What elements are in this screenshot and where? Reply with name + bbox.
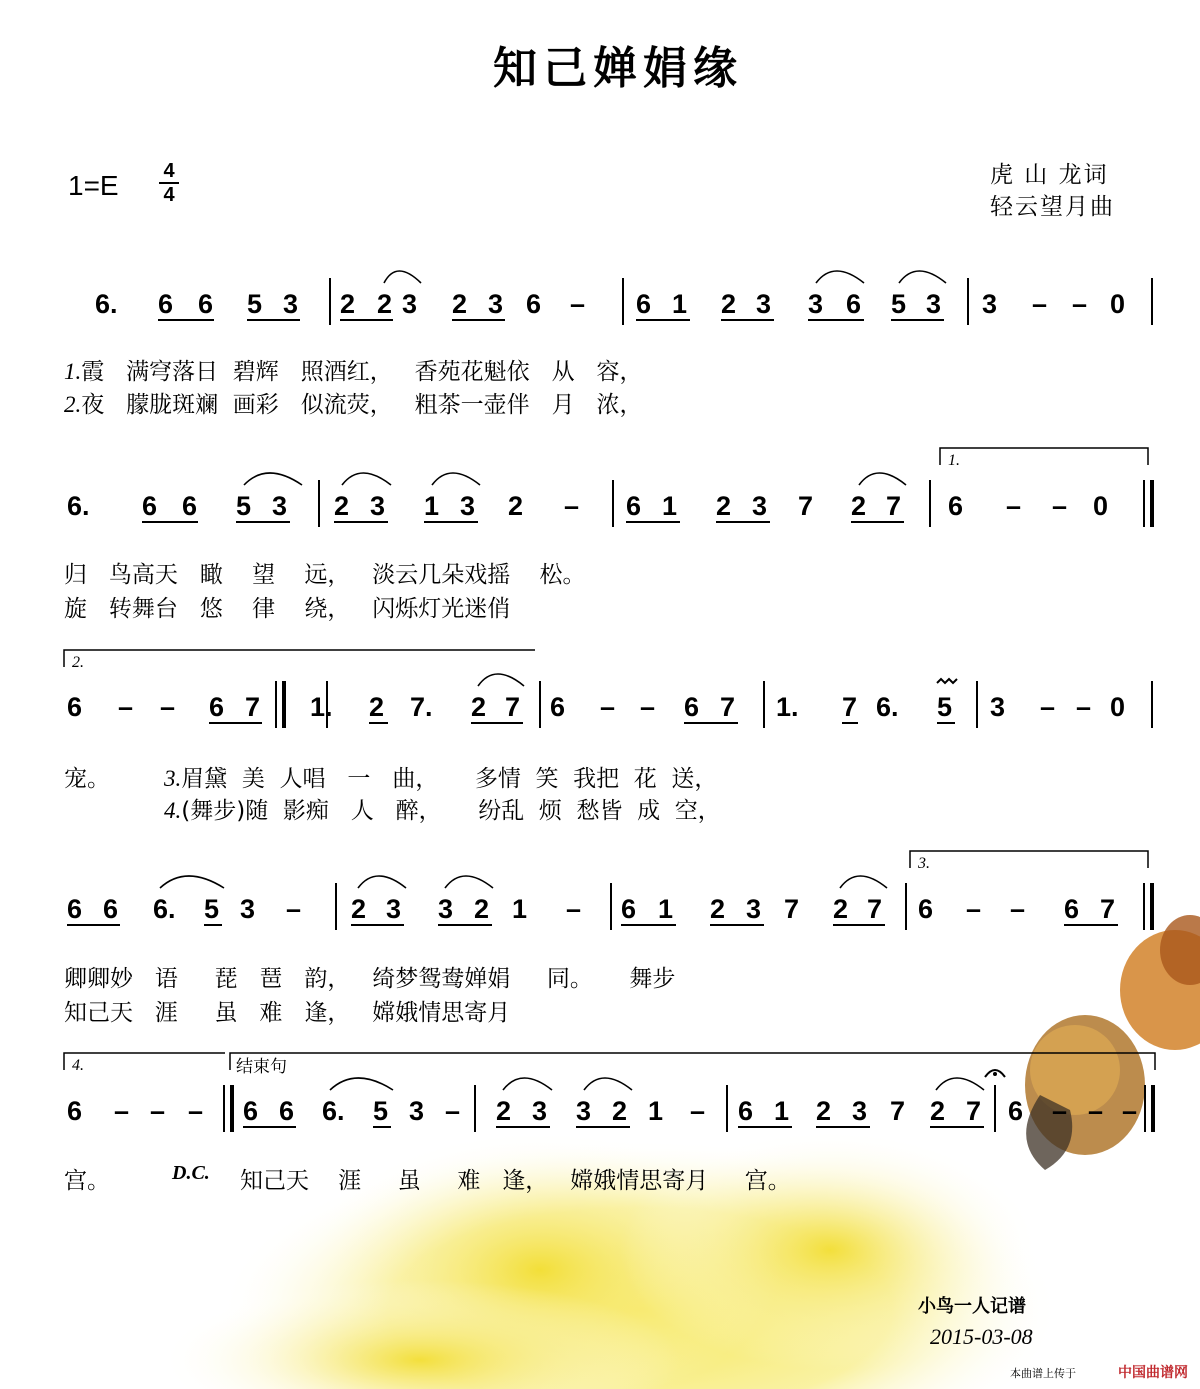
lyric-verse3-row3: 3.眉黛 美 人唱 一 曲， 多情 笑 我把 花 送， xyxy=(164,766,718,792)
footer-site-logo: 中国曲谱网 xyxy=(1118,1365,1188,1381)
jianpu-note: 3 xyxy=(272,491,288,521)
jianpu-note: 7 xyxy=(890,1096,906,1126)
coda-label: 结束句 xyxy=(236,1057,287,1077)
volta-4-label: 4. xyxy=(72,1057,84,1074)
footer-uploaded-text: 本曲谱上传于 xyxy=(1010,1367,1076,1380)
slur xyxy=(358,876,406,888)
jianpu-note: – xyxy=(160,692,176,722)
jianpu-note: 7 xyxy=(798,491,814,521)
jianpu-note: – xyxy=(114,1096,130,1126)
jianpu-note: 2 xyxy=(452,289,468,319)
jianpu-note: – xyxy=(1010,894,1026,924)
lyric-verse3-row4: 卿卿妙 语 琵 琶 韵， 绮梦鸳鸯婵娟 同。 舞步 xyxy=(64,966,676,992)
jianpu-note: 6 xyxy=(198,289,214,319)
jianpu-note: 6 xyxy=(67,692,83,722)
jianpu-note: 2 xyxy=(351,894,367,924)
jianpu-note: 7 xyxy=(886,491,902,521)
jianpu-note: 5 xyxy=(247,289,263,319)
jianpu-note: 2 xyxy=(721,289,737,319)
jianpu-note: 7. xyxy=(410,692,433,722)
jianpu-note: – xyxy=(445,1096,461,1126)
volta-3-label: 3. xyxy=(918,855,930,872)
jianpu-note: – xyxy=(640,692,656,722)
jianpu-note: 3 xyxy=(370,491,386,521)
jianpu-note: 6. xyxy=(67,491,90,521)
key-signature: 1=E xyxy=(68,170,119,201)
jianpu-note: 3 xyxy=(756,289,772,319)
jianpu-note: 3 xyxy=(240,894,256,924)
jianpu-note: 6 xyxy=(636,289,652,319)
jianpu-note: 6 xyxy=(626,491,642,521)
jianpu-note: – xyxy=(570,289,586,319)
jianpu-note: – xyxy=(188,1096,204,1126)
jianpu-note: 1. xyxy=(776,692,799,722)
jianpu-note: – xyxy=(1006,491,1022,521)
slur xyxy=(330,1078,393,1090)
jianpu-note: 5 xyxy=(204,894,220,924)
jianpu-note: 7 xyxy=(842,692,858,722)
jianpu-note: 3 xyxy=(808,289,824,319)
jianpu-note: 0 xyxy=(1093,491,1109,521)
jianpu-note: – xyxy=(566,894,582,924)
slur xyxy=(160,876,224,888)
jianpu-note: 6 xyxy=(158,289,174,319)
slur xyxy=(244,473,302,485)
slur xyxy=(478,674,524,686)
jianpu-note: – xyxy=(118,692,134,722)
jianpu-note: 6 xyxy=(67,894,83,924)
jianpu-note: – xyxy=(1052,491,1068,521)
jianpu-note: 1 xyxy=(648,1096,664,1126)
jianpu-note: 3 xyxy=(409,1096,425,1126)
transcriber-signature: 小鸟一人记谱 xyxy=(918,1296,1026,1317)
da-capo-label: D.C. xyxy=(172,1162,210,1184)
slur xyxy=(445,876,493,888)
lyric-verse1-row1: 1.霞 满穹落日 碧辉 照酒红， 香苑花魁依 从 容， xyxy=(64,359,643,385)
jianpu-note: 7 xyxy=(1100,894,1116,924)
jianpu-note: 6 xyxy=(738,1096,754,1126)
jianpu-note: 6 xyxy=(846,289,862,319)
volta-1-label: 1. xyxy=(948,452,960,469)
jianpu-note: 6 xyxy=(279,1096,295,1126)
jianpu-note: 6 xyxy=(550,692,566,722)
jianpu-note: – xyxy=(690,1096,706,1126)
jianpu-note: 2 xyxy=(930,1096,946,1126)
jianpu-note: 3 xyxy=(386,894,402,924)
jianpu-note: 0 xyxy=(1110,289,1126,319)
jianpu-note: – xyxy=(1088,1096,1104,1126)
jianpu-note: 1 xyxy=(672,289,688,319)
jianpu-note: 3 xyxy=(438,894,454,924)
composer-credit: 轻云望月曲 xyxy=(990,194,1115,220)
jianpu-note: 6 xyxy=(1008,1096,1024,1126)
jianpu-note: 3 xyxy=(488,289,504,319)
mordent-icon xyxy=(937,679,957,683)
jianpu-note: 7 xyxy=(867,894,883,924)
jianpu-note: 1 xyxy=(424,491,440,521)
jianpu-note: 2 xyxy=(474,894,490,924)
lyricist-credit: 虎 山 龙词 xyxy=(990,162,1109,188)
jianpu-note: – xyxy=(600,692,616,722)
jianpu-note: 3 xyxy=(460,491,476,521)
jianpu-note: 1 xyxy=(658,894,674,924)
slur xyxy=(384,271,421,283)
time-top: 4 xyxy=(163,160,175,182)
jianpu-note: 3 xyxy=(926,289,942,319)
slur xyxy=(816,271,864,283)
lyric-coda: 知己天 涯 虽 难 逢， 嫦娥情思寄月 宫。 xyxy=(240,1168,791,1194)
jianpu-note: 1 xyxy=(662,491,678,521)
jianpu-note: 5 xyxy=(236,491,252,521)
lyric-verse4-row3: 4.(舞步)随 影痴 人 醉， 纷乱 烦 愁皆 成 空， xyxy=(164,798,721,824)
jianpu-note: – xyxy=(966,894,982,924)
jianpu-note: 3 xyxy=(402,289,418,319)
volta-2-label: 2. xyxy=(72,654,84,671)
lyric-verse4-end: 宫。 xyxy=(64,1168,110,1194)
jianpu-note: 2 xyxy=(369,692,385,722)
jianpu-note: 6 xyxy=(684,692,700,722)
lyric-verse4-row4: 知己天 涯 虽 难 逢， 嫦娥情思寄月 xyxy=(64,1000,511,1026)
song-title: 知己婵娟缘 xyxy=(493,43,743,94)
jianpu-note: 7 xyxy=(784,894,800,924)
slur xyxy=(584,1078,632,1090)
jianpu-note: – xyxy=(1052,1096,1068,1126)
jianpu-note: 3 xyxy=(982,289,998,319)
jianpu-note: 2 xyxy=(377,289,393,319)
slur xyxy=(936,1078,984,1090)
jianpu-note: 2 xyxy=(496,1096,512,1126)
slur xyxy=(342,473,391,485)
jianpu-note: 2 xyxy=(612,1096,628,1126)
jianpu-note: 6. xyxy=(153,894,176,924)
jianpu-note: 6 xyxy=(526,289,542,319)
jianpu-note: – xyxy=(1076,692,1092,722)
jianpu-note: 6 xyxy=(1064,894,1080,924)
jianpu-note: 2 xyxy=(851,491,867,521)
jianpu-note: 2 xyxy=(816,1096,832,1126)
jianpu-note: 6 xyxy=(103,894,119,924)
jianpu-note: 1 xyxy=(774,1096,790,1126)
jianpu-note: 3 xyxy=(576,1096,592,1126)
slur xyxy=(899,271,946,283)
slur xyxy=(840,876,887,888)
jianpu-note: 2 xyxy=(833,894,849,924)
jianpu-note: 7 xyxy=(505,692,521,722)
slur xyxy=(503,1078,552,1090)
jianpu-note: 2 xyxy=(334,491,350,521)
jianpu-note: 3 xyxy=(852,1096,868,1126)
jianpu-note: 2 xyxy=(340,289,356,319)
lyric-verse2-row2: 旋 转舞台 悠 律 绕， 闪烁灯光迷俏 xyxy=(64,596,511,622)
jianpu-note: 5 xyxy=(373,1096,389,1126)
jianpu-note: – xyxy=(286,894,302,924)
jianpu-note: 6 xyxy=(243,1096,259,1126)
jianpu-note: – xyxy=(1122,1096,1138,1126)
jianpu-note: 2 xyxy=(471,692,487,722)
jianpu-note: – xyxy=(1072,289,1088,319)
jianpu-note: 3 xyxy=(752,491,768,521)
jianpu-note: – xyxy=(1040,692,1056,722)
jianpu-note: 2 xyxy=(508,491,524,521)
jianpu-note: 6. xyxy=(876,692,899,722)
jianpu-note: 6 xyxy=(621,894,637,924)
lyric-verse1-row2: 归 鸟高天 瞰 望 远， 淡云几朵戏摇 松。 xyxy=(64,562,586,588)
jianpu-note: 2 xyxy=(716,491,732,521)
jianpu-note: 3 xyxy=(532,1096,548,1126)
jianpu-note: 1 xyxy=(512,894,528,924)
jianpu-note: 3 xyxy=(990,692,1006,722)
jianpu-note: 6 xyxy=(918,894,934,924)
slur xyxy=(859,473,906,485)
lyric-verse2-row1: 2.夜 朦胧斑斓 画彩 似流荧， 粗茶一壶伴 月 浓， xyxy=(64,392,643,418)
jianpu-note: – xyxy=(1032,289,1048,319)
jianpu-note: 6 xyxy=(209,692,225,722)
jianpu-note: 0 xyxy=(1110,692,1126,722)
jianpu-note: 5 xyxy=(937,692,953,722)
jianpu-note: – xyxy=(564,491,580,521)
jianpu-note: – xyxy=(150,1096,166,1126)
lyric-verse2-end: 宠。 xyxy=(64,766,110,792)
slur xyxy=(432,473,480,485)
jianpu-note: 7 xyxy=(245,692,261,722)
jianpu-note: 6 xyxy=(142,491,158,521)
jianpu-note: 6. xyxy=(95,289,118,319)
jianpu-note: 7 xyxy=(966,1096,982,1126)
jianpu-note: 5 xyxy=(891,289,907,319)
transcription-date: 2015-03-08 xyxy=(930,1324,1033,1349)
jianpu-note: 6 xyxy=(948,491,964,521)
jianpu-note: 3 xyxy=(283,289,299,319)
jianpu-note: 2 xyxy=(710,894,726,924)
jianpu-note: 6 xyxy=(67,1096,83,1126)
jianpu-note: 6 xyxy=(182,491,198,521)
jianpu-note: 7 xyxy=(720,692,736,722)
jianpu-note: 1. xyxy=(310,692,333,722)
jianpu-note: 6. xyxy=(322,1096,345,1126)
jianpu-note: 3 xyxy=(746,894,762,924)
time-bottom: 4 xyxy=(163,184,175,206)
